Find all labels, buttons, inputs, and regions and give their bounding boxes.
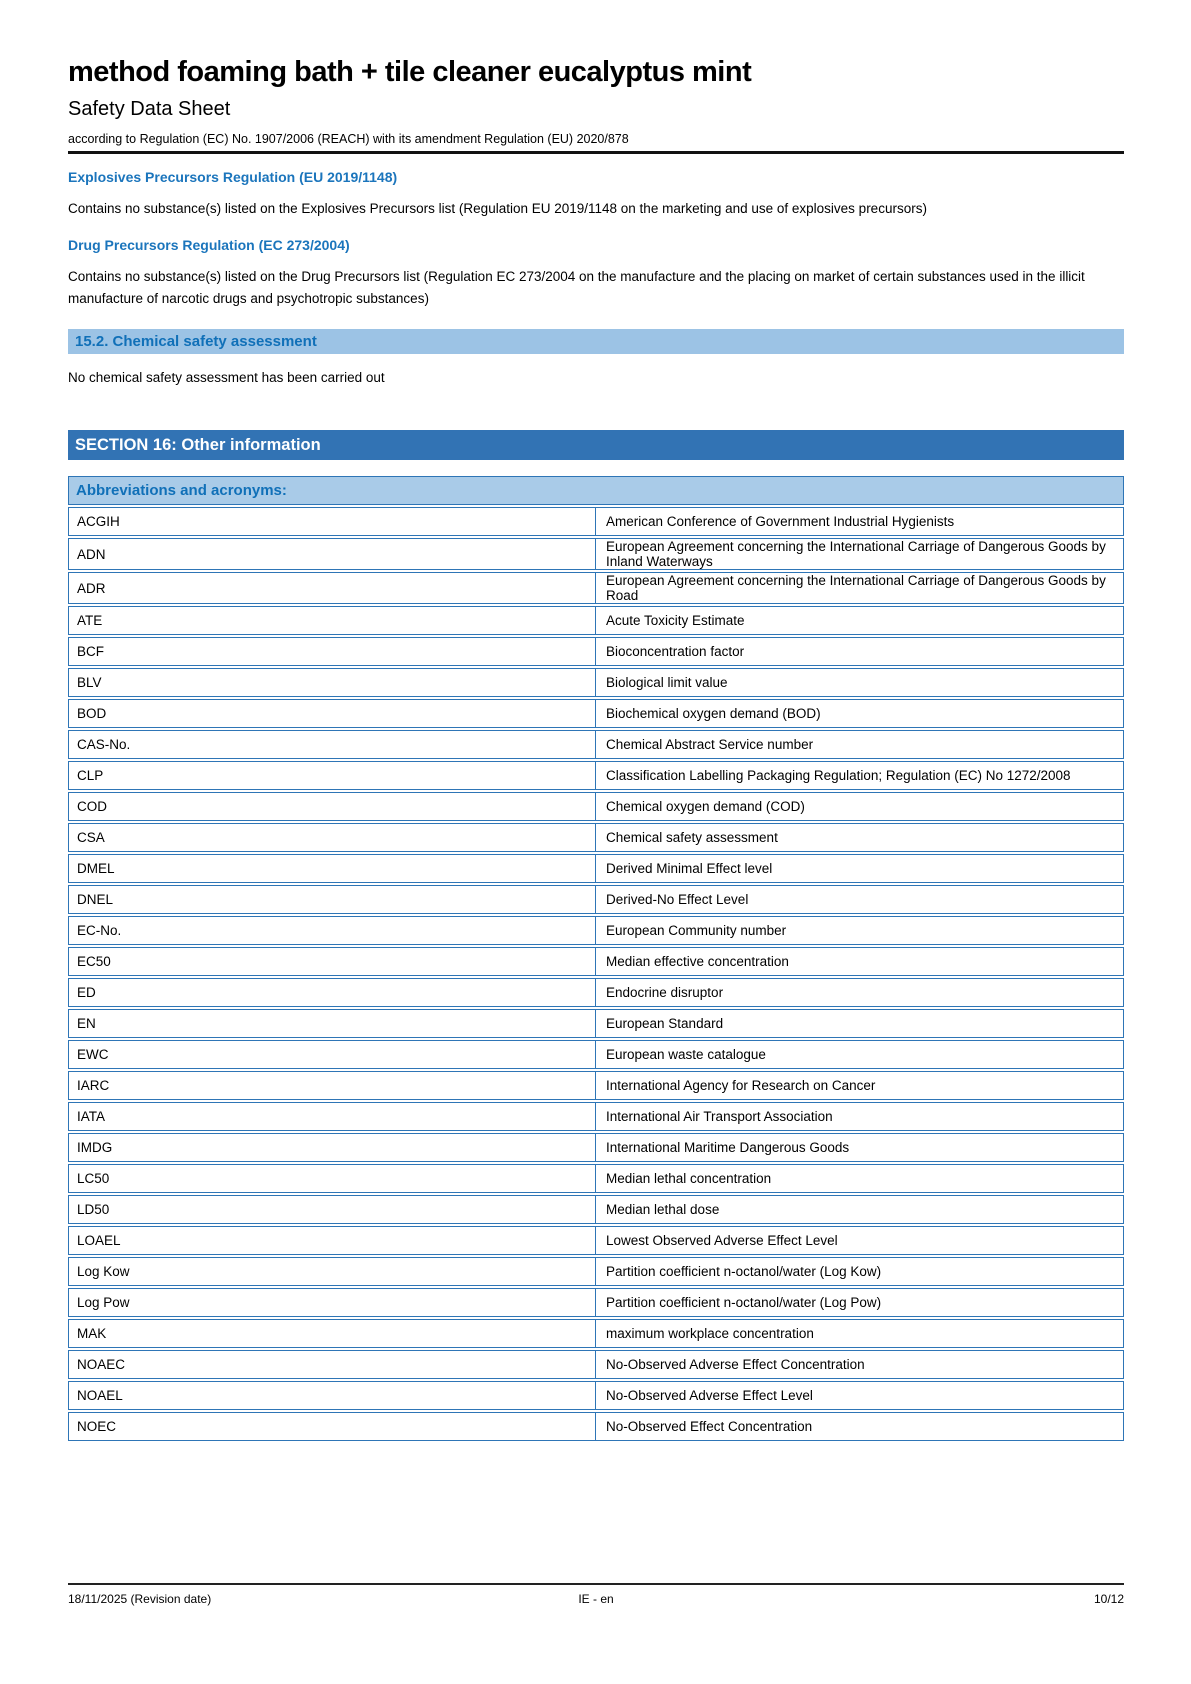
abbreviation-cell: ATE	[68, 606, 596, 635]
table-row	[68, 854, 1124, 883]
definition-cell: European Agreement concerning the International Carriage of Dangerous Goods by Inland Waterways	[596, 538, 1124, 570]
table-row	[68, 1071, 1124, 1100]
definition-cell: Biological limit value	[596, 668, 1124, 697]
abbreviation-cell: LC50	[68, 1164, 596, 1193]
document-type-title: Safety Data Sheet	[68, 98, 231, 120]
abbreviation-cell: NOEC	[68, 1412, 596, 1441]
definition-cell: Partition coefficient n-octanol/water (Log Kow)	[596, 1257, 1124, 1286]
definition-cell: Derived Minimal Effect level	[596, 854, 1124, 883]
abbreviations-table-caption: Abbreviations and acronyms:	[68, 476, 1124, 505]
product-title: method foaming bath + tile cleaner eucalyptus mint	[68, 56, 752, 88]
table-row	[68, 947, 1124, 976]
abbreviation-cell: EC50	[68, 947, 596, 976]
table-row	[68, 572, 1124, 604]
definition-cell: International Agency for Research on Cancer	[596, 1071, 1124, 1100]
definition-cell: International Air Transport Association	[596, 1102, 1124, 1131]
footer-page-number: 10/12	[1093, 1592, 1124, 1606]
definition-cell: Lowest Observed Adverse Effect Level	[596, 1226, 1124, 1255]
definition-cell: Derived-No Effect Level	[596, 885, 1124, 914]
definition-cell: Median effective concentration	[596, 947, 1124, 976]
section-16-bar: SECTION 16: Other information	[68, 430, 1124, 460]
table-row	[68, 1319, 1124, 1348]
table-row	[68, 916, 1124, 945]
table-row	[68, 1102, 1124, 1131]
page-content	[0, 56, 1191, 1443]
abbreviation-cell: DNEL	[68, 885, 596, 914]
abbreviation-cell: Log Kow	[68, 1257, 596, 1286]
abbreviation-cell: IMDG	[68, 1133, 596, 1162]
abbreviation-cell: EN	[68, 1009, 596, 1038]
explosives-precursors-text: Contains no substance(s) listed on the Explosives Precursors list (Regulation EU 2019/1148 on the marketing and use of explosives precursors)	[68, 201, 927, 216]
table-row	[68, 637, 1124, 666]
header-divider	[68, 151, 1124, 154]
page-footer	[68, 1583, 1124, 1606]
definition-cell: European Community number	[596, 916, 1124, 945]
subsection-15-2-bar: 15.2. Chemical safety assessment	[68, 329, 1124, 354]
drug-precursors-heading: Drug Precursors Regulation (EC 273/2004)	[68, 237, 350, 253]
definition-cell: No-Observed Effect Concentration	[596, 1412, 1124, 1441]
abbreviation-cell: DMEL	[68, 854, 596, 883]
abbreviation-cell: Log Pow	[68, 1288, 596, 1317]
abbreviation-cell: BCF	[68, 637, 596, 666]
definition-cell: International Maritime Dangerous Goods	[596, 1133, 1124, 1162]
table-row	[68, 1133, 1124, 1162]
definition-cell: Median lethal dose	[596, 1195, 1124, 1224]
abbreviation-cell: BOD	[68, 699, 596, 728]
abbreviation-cell: ADN	[68, 538, 596, 570]
table-row	[68, 823, 1124, 852]
table-row	[68, 1226, 1124, 1255]
definition-cell: Median lethal concentration	[596, 1164, 1124, 1193]
definition-cell: European waste catalogue	[596, 1040, 1124, 1069]
definition-cell: Acute Toxicity Estimate	[596, 606, 1124, 635]
abbreviation-cell: LD50	[68, 1195, 596, 1224]
abbreviation-cell: EWC	[68, 1040, 596, 1069]
abbreviation-cell: EC-No.	[68, 916, 596, 945]
regulation-reference-line: according to Regulation (EC) No. 1907/2006 (REACH) with its amendment Regulation (EU) 2020/878	[68, 132, 629, 146]
abbreviation-cell: BLV	[68, 668, 596, 697]
definition-cell: Bioconcentration factor	[596, 637, 1124, 666]
definition-cell: European Agreement concerning the International Carriage of Dangerous Goods by Road	[596, 572, 1124, 604]
definition-cell: No-Observed Adverse Effect Concentration	[596, 1350, 1124, 1379]
table-row	[68, 1040, 1124, 1069]
abbreviations-table-header-row	[68, 476, 1124, 505]
drug-precursors-text: Contains no substance(s) listed on the Drug Precursors list (Regulation EC 273/2004 on the manufacture and the placing on market of certain substances used in the illicit manufacture of narcotic drugs and psychotropic substances)	[68, 269, 1085, 306]
abbreviation-cell: IARC	[68, 1071, 596, 1100]
table-row	[68, 1009, 1124, 1038]
table-row	[68, 1257, 1124, 1286]
definition-cell: Chemical safety assessment	[596, 823, 1124, 852]
table-row	[68, 761, 1124, 790]
abbreviation-cell: COD	[68, 792, 596, 821]
definition-cell: Classification Labelling Packaging Regulation; Regulation (EC) No 1272/2008	[596, 761, 1124, 790]
abbreviation-cell: ED	[68, 978, 596, 1007]
table-row	[68, 507, 1124, 536]
explosives-precursors-heading: Explosives Precursors Regulation (EU 2019/1148)	[68, 169, 398, 185]
table-row	[68, 538, 1124, 570]
abbreviation-cell: MAK	[68, 1319, 596, 1348]
table-row	[68, 699, 1124, 728]
definition-cell: European Standard	[596, 1009, 1124, 1038]
abbreviation-cell: CSA	[68, 823, 596, 852]
abbreviations-table	[68, 474, 1124, 1443]
definition-cell: No-Observed Adverse Effect Level	[596, 1381, 1124, 1410]
definition-cell: maximum workplace concentration	[596, 1319, 1124, 1348]
chemical-safety-assessment-text: No chemical safety assessment has been carried out	[68, 370, 385, 385]
abbreviation-cell: ADR	[68, 572, 596, 604]
abbreviation-cell: NOAEL	[68, 1381, 596, 1410]
footer-revision-date: 18/11/2025 (Revision date)	[68, 1592, 212, 1606]
definition-cell: Partition coefficient n-octanol/water (Log Pow)	[596, 1288, 1124, 1317]
table-row	[68, 668, 1124, 697]
definition-cell: American Conference of Government Industrial Hygienists	[596, 507, 1124, 536]
footer-locale: IE - en	[578, 1592, 614, 1606]
abbreviation-cell: IATA	[68, 1102, 596, 1131]
abbreviation-cell: LOAEL	[68, 1226, 596, 1255]
abbreviation-cell: CAS-No.	[68, 730, 596, 759]
table-row	[68, 1288, 1124, 1317]
definition-cell: Chemical oxygen demand (COD)	[596, 792, 1124, 821]
table-row	[68, 1412, 1124, 1441]
table-row	[68, 792, 1124, 821]
table-row	[68, 730, 1124, 759]
table-row	[68, 1350, 1124, 1379]
table-row	[68, 1381, 1124, 1410]
table-row	[68, 978, 1124, 1007]
abbreviation-cell: CLP	[68, 761, 596, 790]
definition-cell: Biochemical oxygen demand (BOD)	[596, 699, 1124, 728]
abbreviation-cell: ACGIH	[68, 507, 596, 536]
abbreviation-cell: NOAEC	[68, 1350, 596, 1379]
definition-cell: Chemical Abstract Service number	[596, 730, 1124, 759]
table-row	[68, 606, 1124, 635]
table-row	[68, 885, 1124, 914]
table-row	[68, 1195, 1124, 1224]
definition-cell: Endocrine disruptor	[596, 978, 1124, 1007]
table-row	[68, 1164, 1124, 1193]
abbreviations-table-body	[68, 507, 1124, 1441]
